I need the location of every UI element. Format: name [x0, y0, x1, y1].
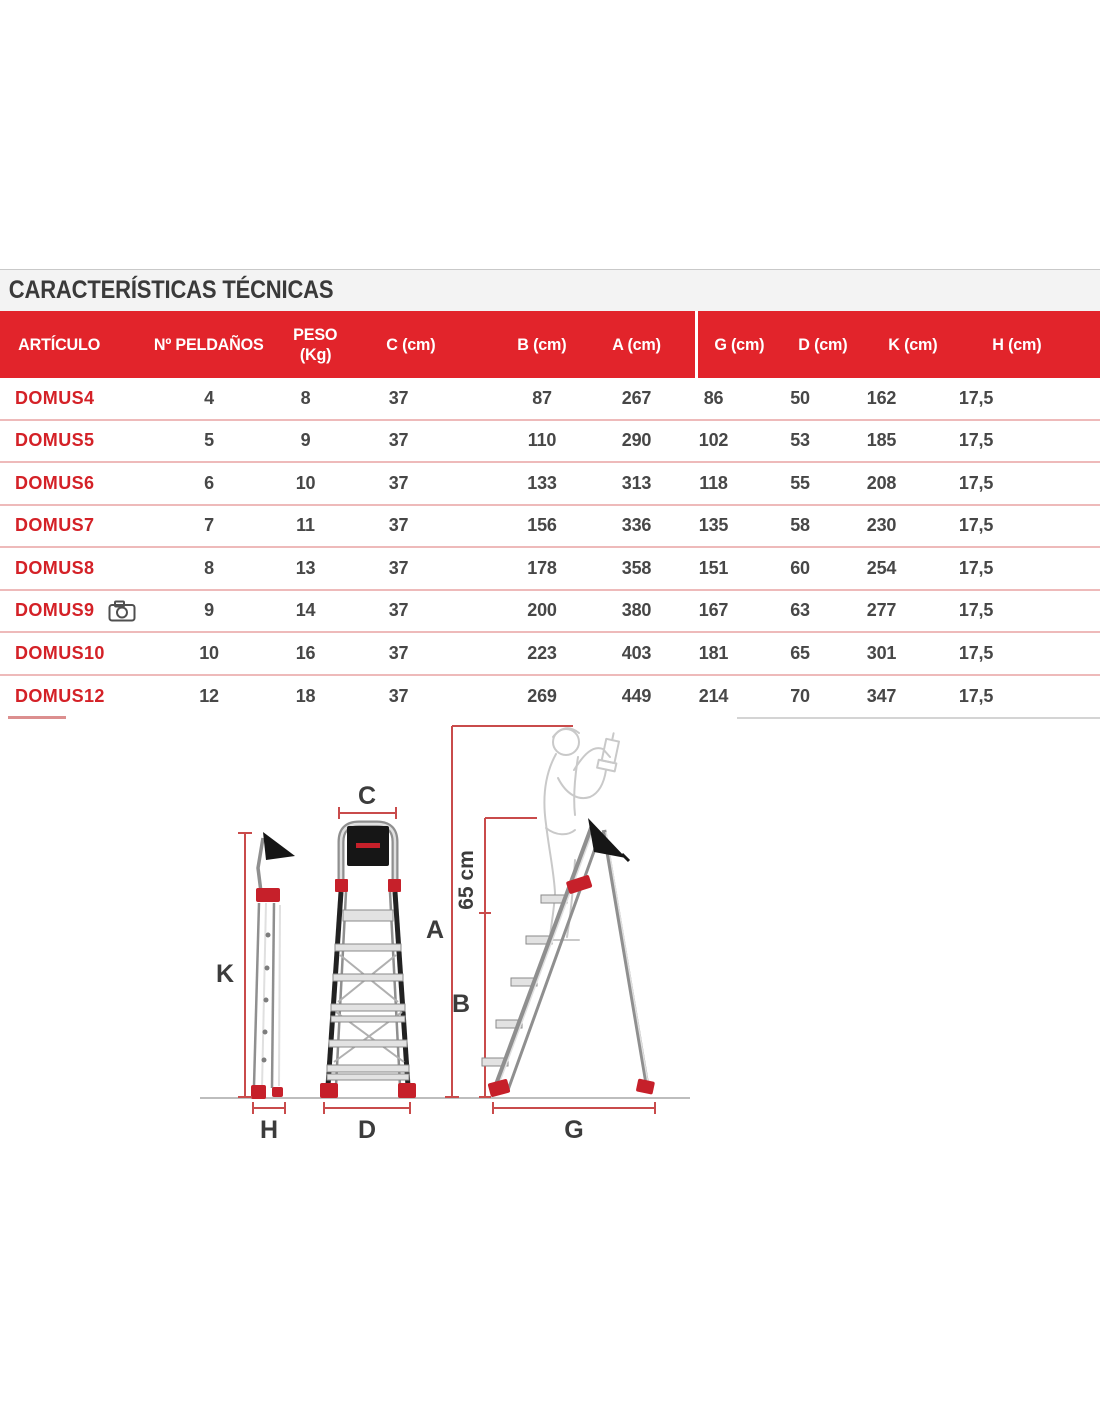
camera-icon[interactable] — [108, 600, 136, 622]
value-cell: 37 — [388, 642, 409, 663]
value-cell: 8 — [204, 557, 214, 578]
value-cell: 17,5 — [958, 430, 994, 451]
value-cell: 254 — [866, 557, 897, 578]
value-cell: 14 — [295, 600, 316, 621]
value-cell: 37 — [388, 472, 409, 493]
value-cell: 301 — [866, 642, 897, 663]
value-cell: 267 — [621, 387, 652, 408]
title-band — [0, 269, 1100, 311]
value-cell: 17,5 — [958, 472, 994, 493]
value-cell: 13 — [295, 557, 316, 578]
page-title: CARACTERÍSTICAS TÉCNICAS — [8, 276, 334, 304]
value-cell: 200 — [527, 600, 557, 621]
value-cell: 17,5 — [958, 642, 994, 663]
value-cell: 17,5 — [958, 686, 994, 707]
header-articulo: ARTÍCULO — [18, 334, 101, 354]
articulo-cell — [0, 463, 150, 504]
dimension-D — [324, 1102, 410, 1144]
label-A: A — [425, 916, 444, 944]
drill-icon — [597, 731, 622, 771]
value-cell: 6 — [204, 472, 214, 493]
value-cell: 87 — [532, 387, 552, 408]
dimension-C — [339, 782, 396, 819]
header-d: D (cm) — [797, 334, 848, 354]
value-cell: 58 — [790, 515, 810, 536]
value-cell: 11 — [296, 515, 315, 536]
articulo-label: DOMUS9 — [15, 600, 95, 621]
table-row — [0, 676, 1100, 719]
table-row — [0, 506, 1100, 549]
side-ladder-drawing — [482, 818, 655, 1097]
header-k: K (cm) — [887, 334, 938, 354]
label-65cm: 65 cm — [455, 850, 478, 910]
value-cell: 336 — [621, 515, 652, 536]
table-row — [0, 463, 1100, 506]
value-cell: 37 — [388, 515, 409, 536]
ladder-diagram — [60, 715, 780, 1165]
articulo-cell — [0, 506, 150, 547]
articulo-cell — [0, 633, 150, 674]
dimension-H — [253, 1102, 285, 1144]
dimension-G — [493, 1102, 655, 1144]
label-H: H — [259, 1116, 279, 1144]
table-row — [0, 591, 1100, 634]
label-B: B — [451, 990, 470, 1018]
value-cell: 313 — [621, 472, 652, 493]
label-D: D — [357, 1116, 377, 1144]
value-cell: 380 — [621, 600, 652, 621]
articulo-label: DOMUS10 — [15, 642, 105, 663]
value-cell: 17,5 — [958, 557, 994, 578]
value-cell: 214 — [698, 686, 729, 707]
value-cell: 208 — [866, 472, 897, 493]
value-cell: 17,5 — [958, 600, 994, 621]
value-cell: 18 — [295, 686, 316, 707]
value-cell: 55 — [790, 472, 810, 493]
value-cell: 102 — [698, 430, 729, 451]
value-cell: 358 — [621, 557, 652, 578]
table-row — [0, 633, 1100, 676]
articulo-label: DOMUS12 — [15, 686, 105, 707]
table-bottom-gray-segment — [737, 717, 1100, 719]
articulo-label: DOMUS4 — [15, 387, 95, 408]
value-cell: 223 — [527, 642, 557, 663]
value-cell: 181 — [698, 642, 729, 663]
value-cell: 290 — [621, 430, 652, 451]
articulo-cell — [0, 378, 150, 419]
articulo-label: DOMUS5 — [15, 430, 95, 451]
value-cell: 5 — [204, 430, 214, 451]
spec-table — [0, 311, 1100, 718]
articulo-label: DOMUS7 — [15, 515, 95, 536]
dimension-B-65 — [452, 818, 537, 1097]
value-cell: 50 — [790, 387, 810, 408]
value-cell: 156 — [527, 515, 557, 536]
value-cell: 8 — [300, 387, 311, 408]
header-b: B (cm) — [517, 334, 567, 354]
value-cell: 178 — [527, 557, 557, 578]
value-cell: 277 — [866, 600, 897, 621]
value-cell: 135 — [698, 515, 729, 536]
value-cell: 347 — [866, 686, 897, 707]
value-cell: 269 — [527, 686, 557, 707]
value-cell: 63 — [790, 600, 810, 621]
value-cell: 17,5 — [958, 515, 994, 536]
articulo-label: DOMUS6 — [15, 472, 95, 493]
header-peldanos: Nº PELDAÑOS — [154, 334, 264, 354]
value-cell: 53 — [790, 430, 810, 451]
articulo-cell — [0, 591, 150, 632]
value-cell: 37 — [388, 600, 409, 621]
value-cell: 10 — [199, 642, 219, 663]
value-cell: 167 — [698, 600, 729, 621]
header-g: G (cm) — [695, 311, 780, 378]
value-cell: 37 — [388, 686, 409, 707]
value-cell: 10 — [295, 472, 316, 493]
value-cell: 12 — [199, 686, 219, 707]
dimension-K — [216, 833, 252, 1097]
folded-ladder-drawing — [251, 832, 295, 1099]
header-peso: PESO (Kg) — [293, 325, 338, 364]
value-cell: 162 — [866, 387, 897, 408]
value-cell: 151 — [698, 557, 729, 578]
value-cell: 86 — [703, 387, 724, 408]
value-cell: 449 — [621, 686, 652, 707]
value-cell: 9 — [300, 430, 311, 451]
value-cell: 65 — [790, 642, 810, 663]
articulo-cell — [0, 421, 150, 462]
articulo-label: DOMUS8 — [15, 557, 95, 578]
value-cell: 118 — [699, 472, 728, 493]
value-cell: 16 — [295, 642, 316, 663]
articulo-cell — [0, 548, 150, 589]
person-sketch — [544, 728, 622, 940]
dimension-A — [426, 726, 573, 1097]
value-cell: 185 — [866, 430, 897, 451]
header-c: C (cm) — [385, 334, 436, 354]
label-C: C — [357, 782, 377, 810]
value-cell: 4 — [204, 387, 214, 408]
value-cell: 37 — [388, 387, 409, 408]
table-row — [0, 421, 1100, 464]
value-cell: 403 — [621, 642, 652, 663]
value-cell: 230 — [866, 515, 897, 536]
value-cell: 110 — [527, 430, 557, 451]
label-K: K — [215, 960, 234, 988]
table-header-row — [0, 311, 1100, 378]
table-bottom-red-segment — [8, 716, 66, 719]
table-row — [0, 548, 1100, 591]
label-G: G — [564, 1116, 584, 1144]
header-a: A (cm) — [612, 334, 661, 354]
value-cell: 37 — [388, 557, 409, 578]
front-ladder-drawing — [320, 824, 416, 1098]
value-cell: 17,5 — [958, 387, 994, 408]
articulo-cell — [0, 676, 150, 719]
value-cell: 9 — [204, 600, 214, 621]
value-cell: 133 — [527, 472, 557, 493]
header-h: H (cm) — [992, 334, 1042, 354]
value-cell: 60 — [790, 557, 810, 578]
value-cell: 7 — [204, 515, 214, 536]
table-body — [0, 378, 1100, 718]
value-cell: 70 — [790, 686, 810, 707]
table-row — [0, 378, 1100, 421]
value-cell: 37 — [388, 430, 409, 451]
